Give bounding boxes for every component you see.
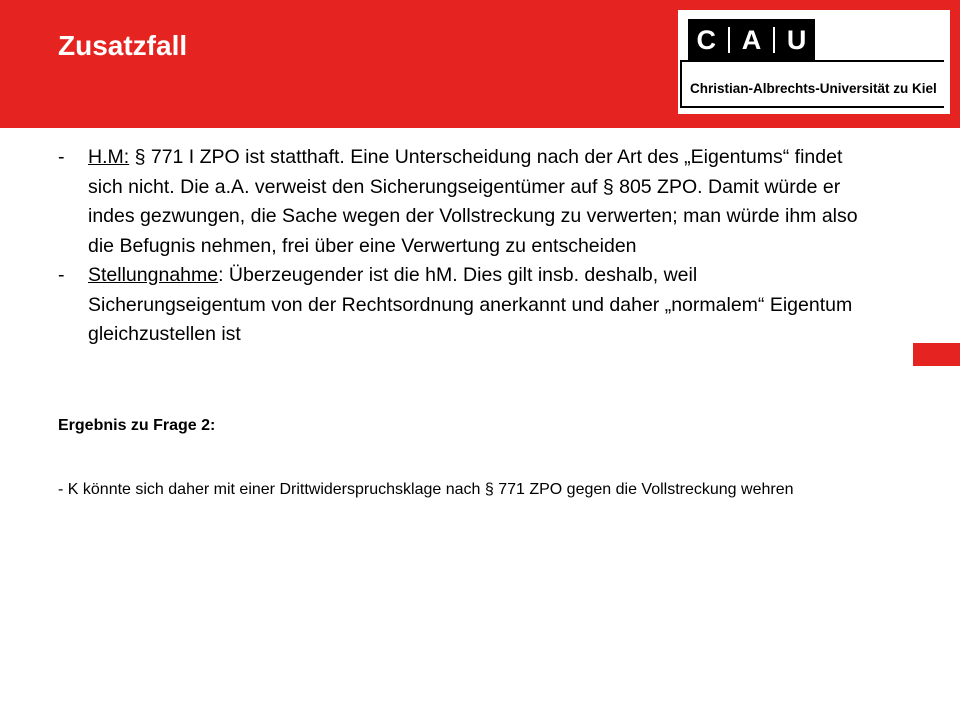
result-text: - K könnte sich daher mit einer Drittwiderspruchsklage nach § 771 ZPO gegen die Vollstreckung wehren <box>58 481 794 498</box>
bullet-dash: - <box>58 264 65 286</box>
side-marker-tab <box>913 343 960 366</box>
bullet-lead-stellungnahme: Stellungnahme <box>88 264 219 286</box>
bullet-lead-hm: H.M: <box>88 146 130 168</box>
slide-title: Zusatzfall <box>58 30 188 61</box>
bullet-text: : Überzeugender ist die hM. Dies gilt insb. deshalb, weil Sicherungseigentum von der Rechtsordnung anerkannt und daher „normalem“ Eigentum gleichzustellen ist <box>88 264 853 345</box>
bullet-text: § 771 I ZPO ist statthaft. Eine Unterscheidung nach der Art des „Eigentums“ findet sich nicht. Die a.A. verweist den Sicherungseigentümer auf § 805 ZPO. Damit würde er indes gezwungen, die Sache wegen der Vollstreckung zu verwerten; man würde ihm also die Befugnis nehmen, frei über eine Verwertung zu entscheiden <box>88 146 858 257</box>
bullet-statement <box>58 261 878 350</box>
result-heading: Ergebnis zu Frage 2: <box>58 417 216 434</box>
logo-letter-c: C <box>696 25 717 55</box>
logo-separator <box>773 27 775 53</box>
bullet-dash: - <box>58 146 65 168</box>
logo-letter-u: U <box>786 25 807 55</box>
bullet-list <box>58 143 878 350</box>
logo-letter-block <box>688 19 815 61</box>
university-logo <box>678 10 950 114</box>
bullet-majority-opinion <box>58 143 878 261</box>
logo-separator <box>728 27 730 53</box>
logo-letter-a: A <box>741 25 762 55</box>
logo-university-name: Christian-Albrechts-Universität zu Kiel <box>690 81 937 96</box>
